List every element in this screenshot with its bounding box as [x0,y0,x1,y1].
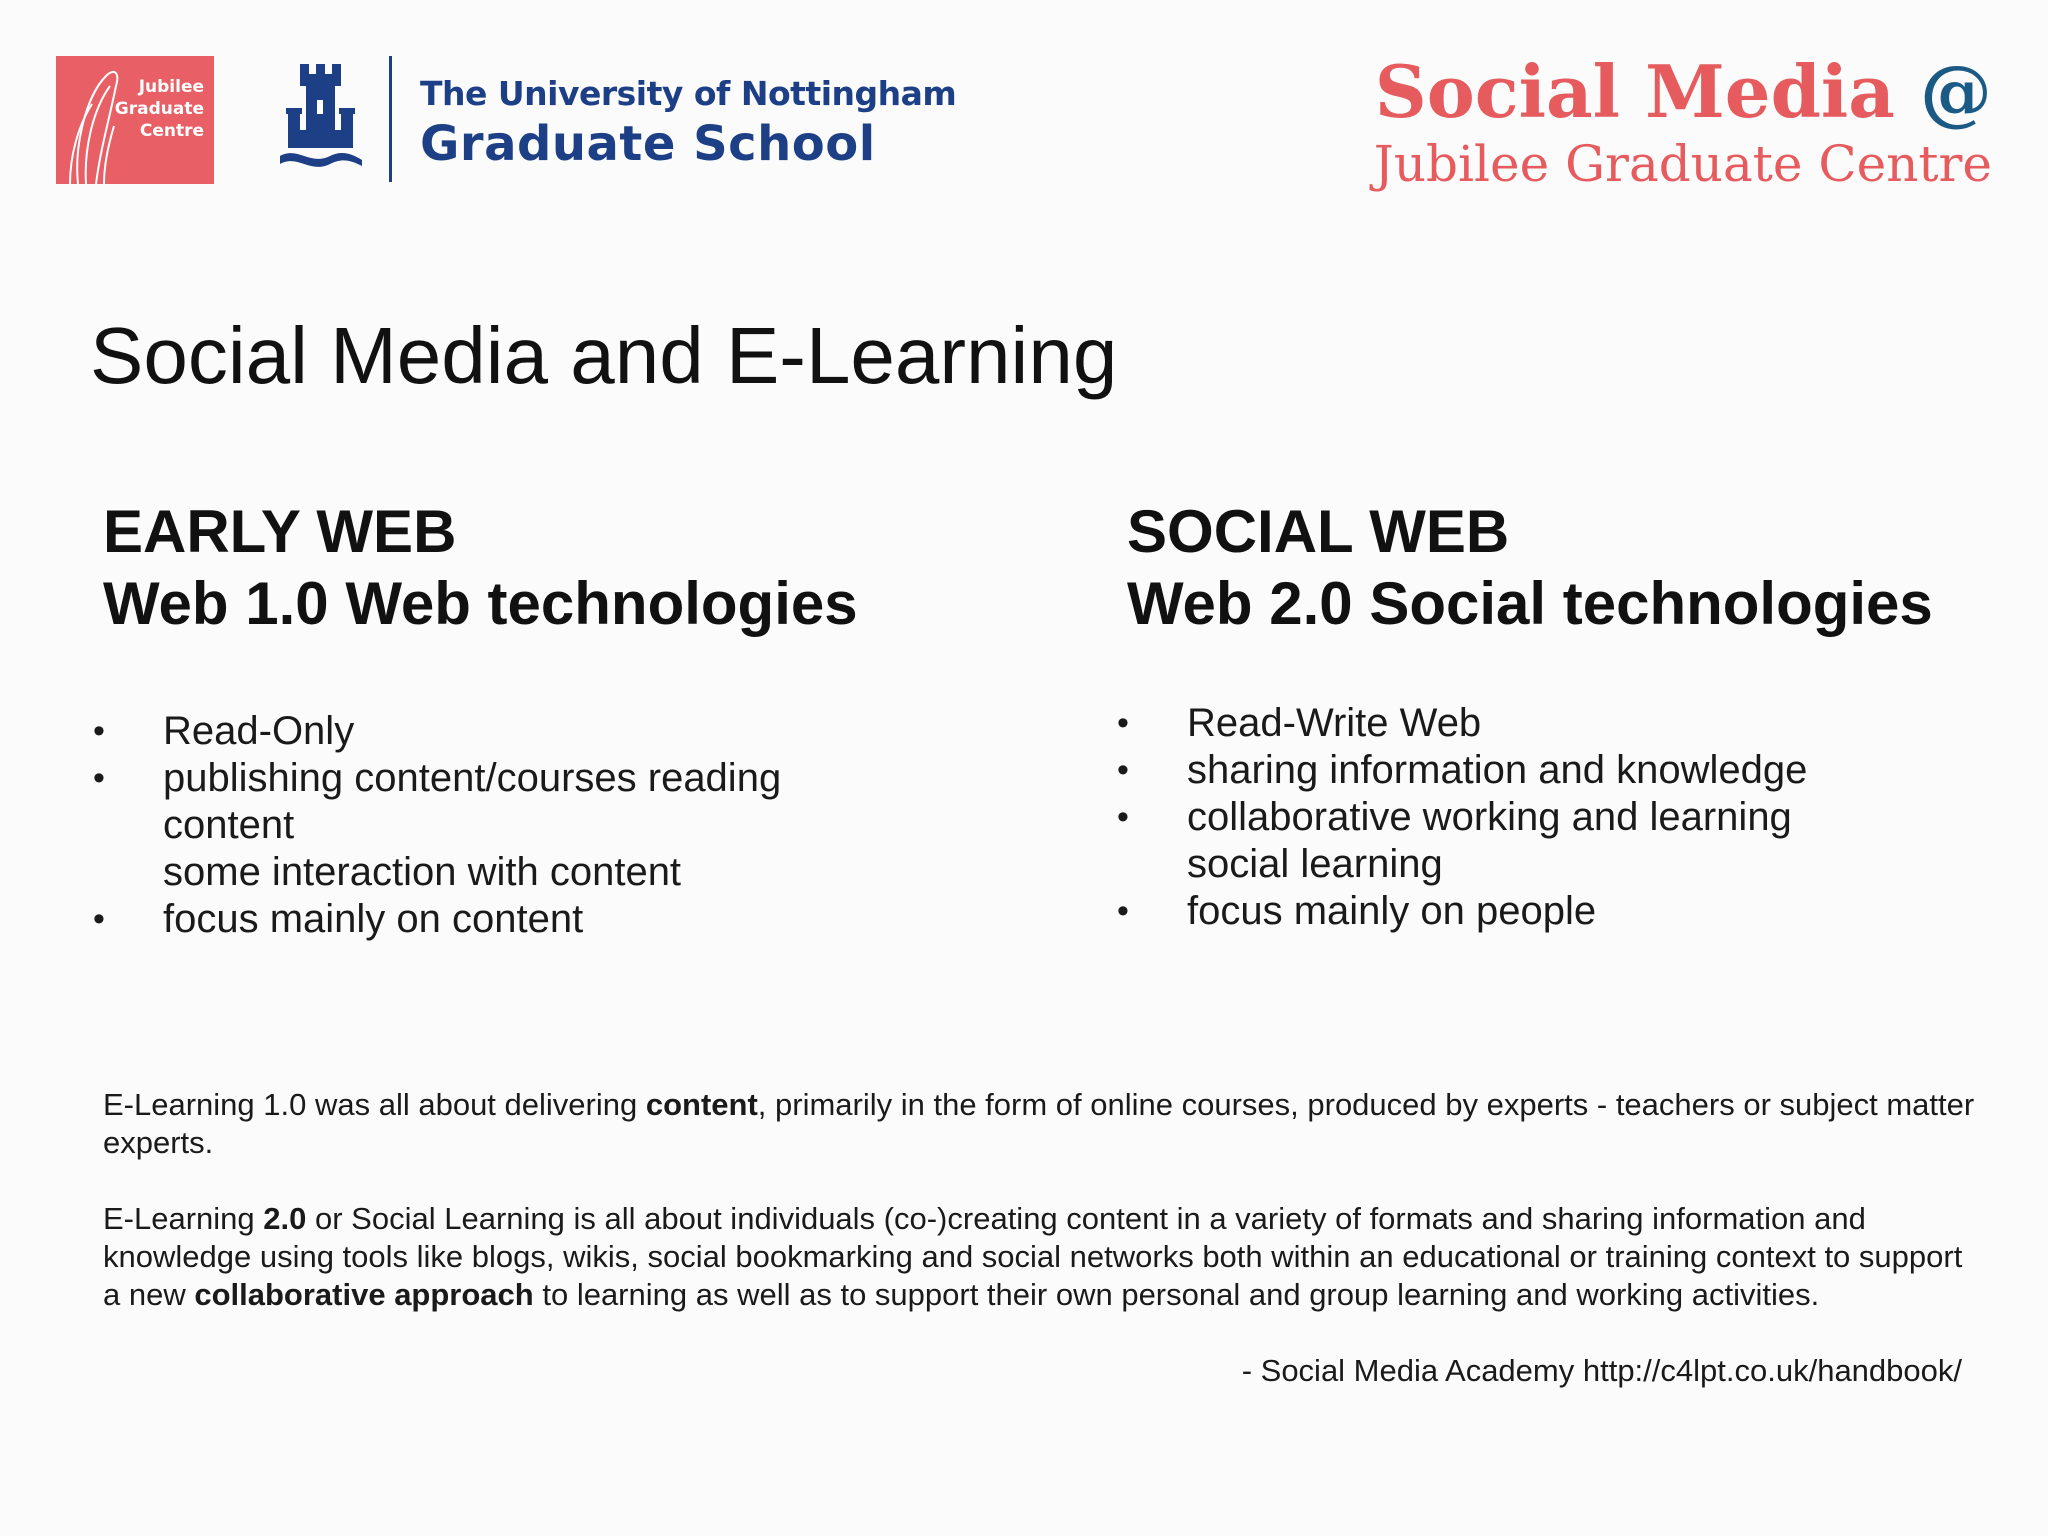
social-web-column [1127,496,2027,933]
early-web-heading [103,496,1063,640]
bullet-text: • collaborative working and learning [1187,795,1792,839]
social-web-heading-line2: Web 2.0 Social technologies [1127,570,1933,637]
bullet-item [1117,794,2017,888]
social-web-heading [1127,496,2027,640]
bullet-text: • publishing content/courses reading [163,756,782,800]
citation: - Social Media Academy http://c4lpt.co.uk/handbook/ [1241,1353,1962,1388]
paragraph-text: or Social Learning is all about individuals (co-)creating content in a variety of formats and sharing information and knowledge using tools like blogs, wikis, social bookmarking and social networks both within an educational or training context to support a new [103,1201,1963,1312]
university-crest-icon [280,56,362,178]
brand-title-text: Social Media [1374,49,1895,134]
paragraph-text: E-Learning [103,1201,264,1236]
bullet-item [1117,747,2017,794]
paragraph-text: , primarily in the form of online courses, produced by experts - teachers or subject matter experts. [103,1087,1975,1160]
brand-title [1374,50,1992,134]
bullet-item [93,708,1053,755]
bullet-item [93,755,1053,896]
graduate-school-label: Graduate School [420,116,876,172]
elearning-1-paragraph [103,1086,1983,1162]
bullet-text: content [163,803,295,847]
jgc-logo-line: Centre [139,121,204,141]
bullet-text: • sharing information and knowledge [1187,748,1808,792]
social-web-bullet-list [1117,700,2017,935]
university-name [420,72,956,172]
paragraph-emphasis: collaborative approach [194,1277,534,1312]
jgc-logo-text [114,76,204,142]
paragraph-text: to learning as well as to support their own personal and group learning and working activities. [533,1277,1820,1312]
bullet-text: • focus mainly on people [1187,889,1597,933]
page-title: Social Media and E-Learning [90,311,1118,400]
paragraph-text: E-Learning 1.0 was all about delivering [103,1087,646,1122]
bullet-text: • Read-Write Web [1187,701,1482,745]
bullet-text: social learning [1187,842,1443,886]
bullet-text: • Read-Only [163,709,355,753]
paragraph-emphasis: 2.0 [263,1201,307,1236]
header-divider [389,56,392,182]
university-name-line1: The University of Nottingham [420,74,957,113]
social-web-heading-line1: SOCIAL WEB [1127,498,1510,565]
bullet-text: some interaction with content [163,850,682,894]
bullet-item [1117,888,2017,935]
elearning-2-paragraph [103,1200,1983,1314]
jubilee-graduate-centre-logo [56,56,214,184]
at-symbol: @ [1920,49,1992,134]
social-media-brand [1374,50,1992,194]
early-web-heading-line1: EARLY WEB [103,498,457,565]
early-web-heading-line2: Web 1.0 Web technologies [103,570,858,637]
jgc-logo-line: Jubilee [138,77,204,97]
jgc-logo-line: Graduate [114,99,204,119]
bullet-text: • focus mainly on content [163,897,584,941]
brand-subtitle: Jubilee Graduate Centre [1373,135,1992,193]
early-web-bullet-list [93,708,1053,943]
bullet-item [1117,700,2017,747]
early-web-column [103,496,1063,941]
paragraph-emphasis: content [645,1087,758,1122]
bullet-item [93,896,1053,943]
